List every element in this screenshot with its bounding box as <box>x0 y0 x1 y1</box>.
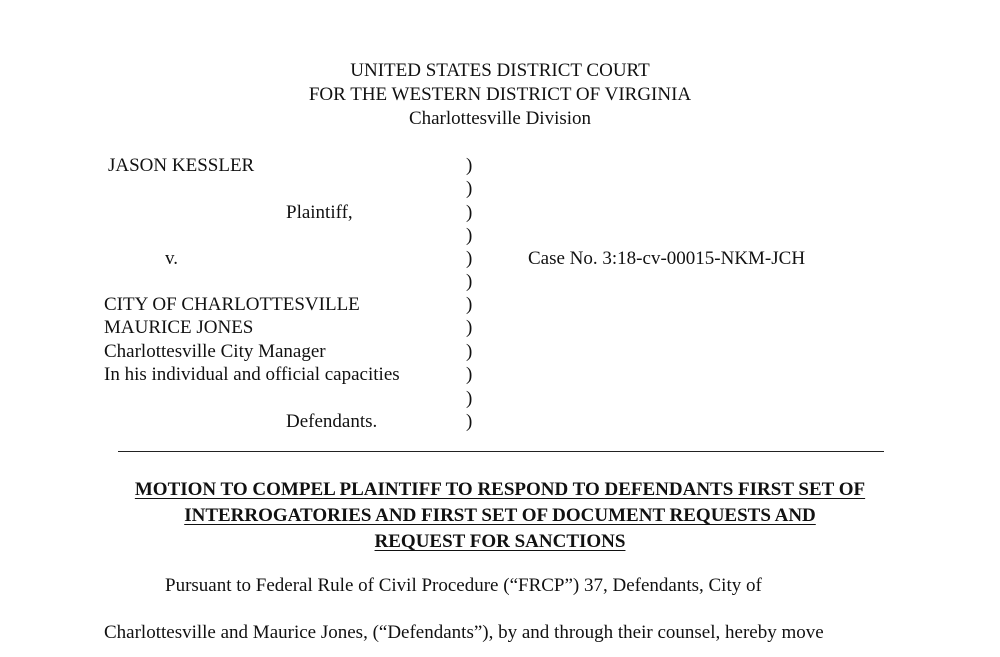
court-division: Charlottesville Division <box>408 108 592 129</box>
caption-paren: ) <box>466 317 473 338</box>
body-line: Pursuant to Federal Rule of Civil Procedure (“FRCP”) 37, Defendants, City of <box>165 575 762 596</box>
caption-paren: ) <box>466 388 473 409</box>
motion-title-line: REQUEST FOR SANCTIONS <box>374 531 626 552</box>
defendant-line: In his individual and official capacities <box>104 364 400 385</box>
plaintiff-role: Plaintiff, <box>286 202 353 223</box>
court-district: FOR THE WESTERN DISTRICT OF VIRGINIA <box>308 84 692 105</box>
caption-paren: ) <box>466 294 473 315</box>
defendant-role: Defendants. <box>286 411 378 432</box>
defendant-line: MAURICE JONES <box>104 317 254 338</box>
motion-title-line: INTERROGATORIES AND FIRST SET OF DOCUMENT REQUESTS AND <box>184 505 816 526</box>
plaintiff-name: JASON KESSLER <box>108 155 255 176</box>
caption-paren: ) <box>466 248 473 269</box>
caption-paren: ) <box>466 225 473 246</box>
body-line: Charlottesville and Maurice Jones, (“Defendants”), by and through their counsel, hereby move <box>104 622 824 643</box>
case-number: Case No. 3:18-cv-00015-NKM-JCH <box>528 248 806 269</box>
defendant-line: CITY OF CHARLOTTESVILLE <box>104 294 360 315</box>
defendant-line: Charlottesville City Manager <box>104 341 326 362</box>
caption-paren: ) <box>466 411 473 432</box>
caption-divider <box>118 451 884 452</box>
caption-paren: ) <box>466 202 473 223</box>
caption-paren: ) <box>466 364 473 385</box>
caption-paren: ) <box>466 178 473 199</box>
versus-label: v. <box>165 248 179 269</box>
caption-paren: ) <box>466 271 473 292</box>
caption-paren: ) <box>466 341 473 362</box>
court-name: UNITED STATES DISTRICT COURT <box>350 60 650 81</box>
motion-title-line: MOTION TO COMPEL PLAINTIFF TO RESPOND TO DEFENDANTS FIRST SET OF <box>134 479 866 500</box>
caption-paren: ) <box>466 155 473 176</box>
